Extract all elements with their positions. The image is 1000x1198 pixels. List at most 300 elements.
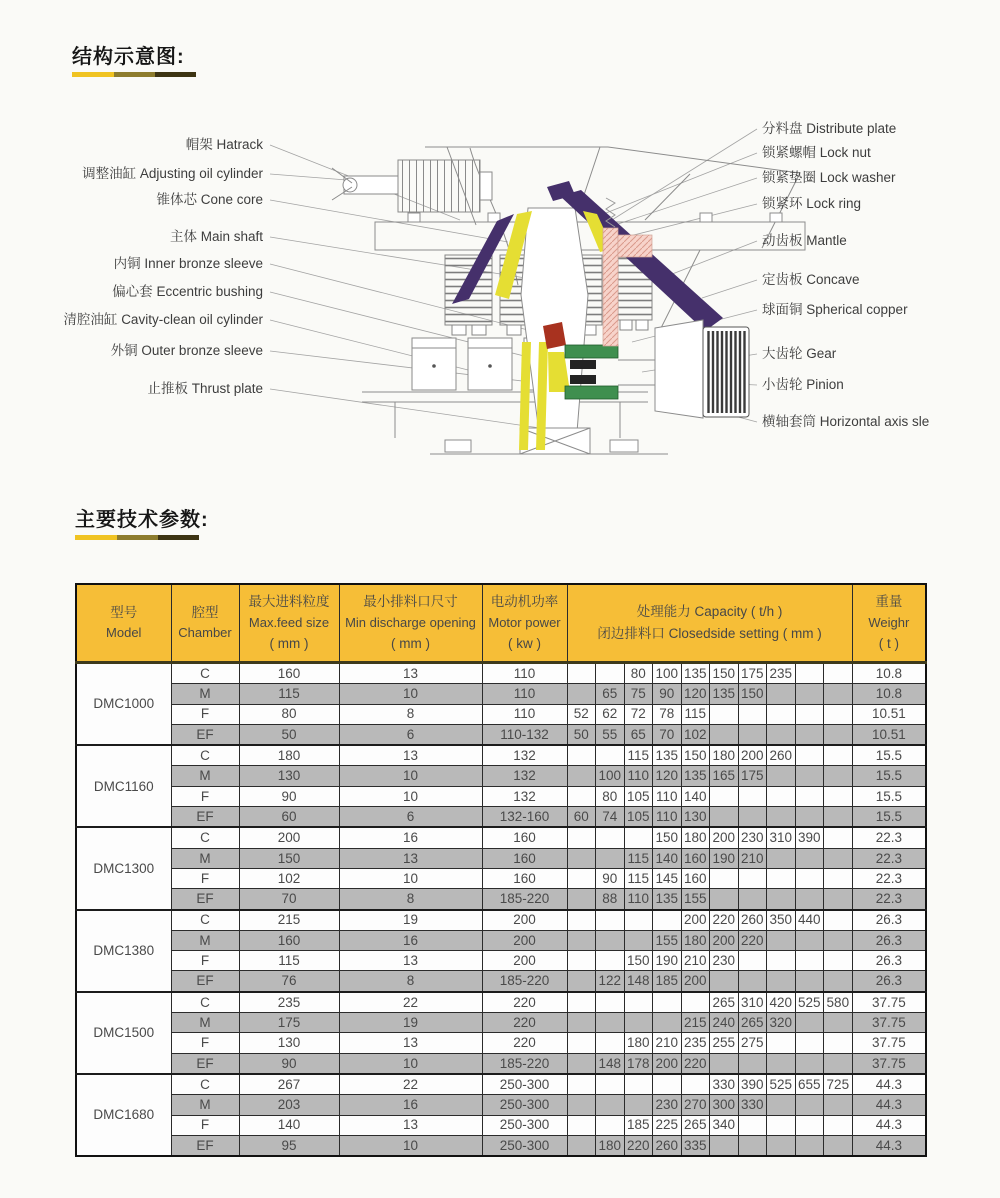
eccentric-block <box>543 322 566 349</box>
col-header-model <box>76 584 171 663</box>
weight-cell: 26.3 <box>852 971 926 992</box>
weight-cell: 22.3 <box>852 848 926 868</box>
power-cell: 110 <box>482 684 567 704</box>
capacity-cell <box>795 807 824 828</box>
discharge-cell: 19 <box>339 910 482 931</box>
capacity-cell: 340 <box>710 1115 739 1135</box>
capacity-cell: 150 <box>624 951 653 971</box>
discharge-cell: 22 <box>339 992 482 1013</box>
capacity-cell <box>738 786 767 806</box>
discharge-cell: 8 <box>339 889 482 910</box>
power-cell: 110 <box>482 704 567 724</box>
capacity-cell <box>767 1053 796 1074</box>
capacity-cell <box>795 848 824 868</box>
capacity-cell <box>824 1095 853 1115</box>
discharge-cell: 16 <box>339 827 482 848</box>
part-label-main-shaft: 主体 Main shaft <box>169 229 263 244</box>
capacity-cell <box>738 971 767 992</box>
chamber-cell: F <box>171 704 239 724</box>
weight-cell: 37.75 <box>852 1033 926 1053</box>
weight-cell: 44.3 <box>852 1135 926 1156</box>
header-feed-zh: 最大进料粒度 <box>248 594 330 609</box>
power-cell: 132 <box>482 786 567 806</box>
capacity-cell: 180 <box>681 827 710 848</box>
header-discharge-en: Min discharge opening <box>345 614 476 630</box>
col-header-capacity <box>567 584 852 663</box>
capacity-cell: 80 <box>596 786 625 806</box>
capacity-cell: 190 <box>653 951 682 971</box>
capacity-cell: 74 <box>596 807 625 828</box>
capacity-cell: 120 <box>653 766 682 786</box>
capacity-cell: 525 <box>767 1074 796 1095</box>
capacity-cell <box>596 930 625 950</box>
capacity-cell: 165 <box>710 766 739 786</box>
model-cell: DMC1160 <box>76 745 171 827</box>
capacity-cell <box>738 889 767 910</box>
capacity-cell: 150 <box>653 827 682 848</box>
capacity-cell <box>596 827 625 848</box>
capacity-cell: 200 <box>653 1053 682 1074</box>
capacity-cell: 135 <box>653 889 682 910</box>
feed-size-cell: 80 <box>239 704 339 724</box>
chamber-cell: M <box>171 1095 239 1115</box>
chamber-cell: M <box>171 1013 239 1033</box>
header-discharge-zh: 最小排料口尺寸 <box>363 594 458 609</box>
power-cell: 250-300 <box>482 1115 567 1135</box>
table-row <box>76 1053 926 1074</box>
capacity-cell <box>567 684 596 704</box>
capacity-cell: 225 <box>653 1115 682 1135</box>
header-discharge-unit: ( mm ) <box>391 636 430 652</box>
capacity-cell: 60 <box>567 807 596 828</box>
chamber-cell: EF <box>171 1053 239 1074</box>
capacity-cell <box>824 910 853 931</box>
table-row <box>76 1074 926 1095</box>
capacity-cell <box>824 786 853 806</box>
power-cell: 185-220 <box>482 971 567 992</box>
capacity-cell: 110 <box>653 807 682 828</box>
capacity-cell: 255 <box>710 1033 739 1053</box>
weight-cell: 44.3 <box>852 1074 926 1095</box>
part-label-horizontal-axis-sleeve: 横轴套筒 Horizontal axis sle <box>762 414 930 429</box>
feed-size-cell: 160 <box>239 663 339 684</box>
capacity-cell: 102 <box>681 724 710 745</box>
capacity-cell: 185 <box>653 971 682 992</box>
col-header-feed-size <box>239 584 339 663</box>
chamber-cell: F <box>171 951 239 971</box>
capacity-cell: 155 <box>681 889 710 910</box>
feed-size-cell: 102 <box>239 868 339 888</box>
part-label-cavity-clean-oil-cylinder: 清腔油缸 Cavity-clean oil cylinder <box>63 312 263 327</box>
capacity-cell: 75 <box>624 684 653 704</box>
capacity-cell: 145 <box>653 868 682 888</box>
capacity-cell <box>795 786 824 806</box>
feed-size-cell: 115 <box>239 951 339 971</box>
capacity-cell <box>767 786 796 806</box>
table-row <box>76 684 926 704</box>
capacity-cell <box>795 684 824 704</box>
discharge-cell: 13 <box>339 663 482 684</box>
capacity-cell: 135 <box>653 745 682 766</box>
capacity-cell: 390 <box>795 827 824 848</box>
capacity-cell <box>710 724 739 745</box>
discharge-cell: 6 <box>339 807 482 828</box>
weight-cell: 10.8 <box>852 663 926 684</box>
capacity-cell: 110 <box>653 786 682 806</box>
header-model-zh: 型号 <box>110 604 138 620</box>
section-structure-title <box>72 40 196 77</box>
capacity-cell <box>795 971 824 992</box>
capacity-cell <box>767 868 796 888</box>
capacity-cell <box>596 910 625 931</box>
discharge-cell: 8 <box>339 971 482 992</box>
capacity-cell: 350 <box>767 910 796 931</box>
discharge-cell: 13 <box>339 848 482 868</box>
capacity-cell: 70 <box>653 724 682 745</box>
feed-size-cell: 160 <box>239 930 339 950</box>
capacity-cell <box>596 1095 625 1115</box>
chamber-cell: F <box>171 868 239 888</box>
capacity-cell <box>653 910 682 931</box>
capacity-cell: 270 <box>681 1095 710 1115</box>
chamber-cell: C <box>171 992 239 1013</box>
capacity-cell: 140 <box>653 848 682 868</box>
structure-diagram <box>0 80 1000 480</box>
capacity-cell: 210 <box>681 951 710 971</box>
capacity-cell: 80 <box>624 663 653 684</box>
part-label-pinion: 小齿轮 Pinion <box>762 377 844 392</box>
table-row <box>76 807 926 828</box>
capacity-cell: 52 <box>567 704 596 724</box>
feed-size-cell: 76 <box>239 971 339 992</box>
part-label-inner-bronze-sleeve: 内铜 Inner bronze sleeve <box>113 256 263 271</box>
discharge-cell: 13 <box>339 745 482 766</box>
table-row <box>76 1115 926 1135</box>
capacity-cell <box>710 786 739 806</box>
capacity-cell: 155 <box>653 930 682 950</box>
capacity-cell <box>738 1115 767 1135</box>
capacity-cell <box>824 848 853 868</box>
model-cell: DMC1500 <box>76 992 171 1074</box>
capacity-cell <box>795 704 824 724</box>
capacity-cell <box>710 868 739 888</box>
power-cell: 110-132 <box>482 724 567 745</box>
part-label-lock-washer: 锁紧垫圈 Lock washer <box>762 170 896 185</box>
capacity-cell <box>710 1135 739 1156</box>
capacity-cell: 55 <box>596 724 625 745</box>
feed-size-cell: 90 <box>239 1053 339 1074</box>
capacity-cell: 175 <box>738 766 767 786</box>
capacity-cell <box>624 1013 653 1033</box>
discharge-cell: 10 <box>339 684 482 704</box>
capacity-cell: 220 <box>681 1053 710 1074</box>
capacity-cell: 275 <box>738 1033 767 1053</box>
discharge-cell: 8 <box>339 704 482 724</box>
part-label-outer-bronze-sleeve: 外铜 Outer bronze sleeve <box>110 343 263 358</box>
part-label-spherical-copper: 球面铜 Spherical copper <box>762 302 908 317</box>
capacity-cell <box>795 1135 824 1156</box>
capacity-cell: 65 <box>596 684 625 704</box>
capacity-cell: 72 <box>624 704 653 724</box>
capacity-cell <box>567 951 596 971</box>
capacity-cell: 148 <box>596 1053 625 1074</box>
weight-cell: 15.5 <box>852 766 926 786</box>
feed-size-cell: 60 <box>239 807 339 828</box>
capacity-cell <box>824 930 853 950</box>
capacity-cell: 135 <box>681 766 710 786</box>
capacity-cell <box>567 848 596 868</box>
spec-table <box>75 583 927 1157</box>
table-row <box>76 1095 926 1115</box>
capacity-cell: 230 <box>710 951 739 971</box>
power-cell: 110 <box>482 663 567 684</box>
header-chamber-zh: 腔型 <box>191 604 219 620</box>
weight-cell: 37.75 <box>852 992 926 1013</box>
capacity-cell <box>767 1033 796 1053</box>
header-feed-en: Max.feed size <box>248 614 330 630</box>
header-weight-en: Weighr <box>868 614 910 630</box>
capacity-cell: 110 <box>624 889 653 910</box>
power-cell: 160 <box>482 868 567 888</box>
capacity-cell: 180 <box>710 745 739 766</box>
capacity-cell <box>824 868 853 888</box>
weight-cell: 10.51 <box>852 724 926 745</box>
feed-size-cell: 90 <box>239 786 339 806</box>
capacity-cell: 580 <box>824 992 853 1013</box>
capacity-cell <box>596 745 625 766</box>
capacity-cell <box>567 827 596 848</box>
capacity-cell <box>824 745 853 766</box>
capacity-cell <box>795 766 824 786</box>
capacity-cell <box>653 992 682 1013</box>
power-cell: 220 <box>482 1033 567 1053</box>
capacity-cell: 200 <box>738 745 767 766</box>
capacity-cell: 115 <box>624 745 653 766</box>
feed-size-cell: 50 <box>239 724 339 745</box>
feed-size-cell: 130 <box>239 1033 339 1053</box>
feed-size-cell: 70 <box>239 889 339 910</box>
capacity-cell <box>624 827 653 848</box>
capacity-cell <box>567 992 596 1013</box>
capacity-cell <box>596 1074 625 1095</box>
capacity-cell: 120 <box>681 684 710 704</box>
capacity-cell: 135 <box>681 663 710 684</box>
capacity-cell: 320 <box>767 1013 796 1033</box>
col-header-weight <box>852 584 926 663</box>
capacity-cell: 175 <box>738 663 767 684</box>
part-label-adjusting-oil-cylinder: 调整油缸 Adjusting oil cylinder <box>82 166 263 181</box>
capacity-cell: 90 <box>653 684 682 704</box>
capacity-cell <box>767 889 796 910</box>
discharge-cell: 22 <box>339 1074 482 1095</box>
capacity-cell <box>567 766 596 786</box>
chamber-cell: M <box>171 848 239 868</box>
capacity-cell: 65 <box>624 724 653 745</box>
capacity-cell <box>767 766 796 786</box>
header-power-zh: 电动机功率 <box>490 594 559 609</box>
part-label-mantle: 动齿板 Mantle <box>762 233 847 248</box>
power-cell: 185-220 <box>482 889 567 910</box>
capacity-cell <box>710 889 739 910</box>
discharge-cell: 10 <box>339 766 482 786</box>
capacity-cell: 310 <box>738 992 767 1013</box>
capacity-cell: 215 <box>681 1013 710 1033</box>
section-parameters-title <box>75 503 209 540</box>
capacity-cell: 150 <box>710 663 739 684</box>
capacity-cell: 135 <box>710 684 739 704</box>
capacity-cell: 78 <box>653 704 682 724</box>
capacity-cell: 185 <box>624 1115 653 1135</box>
col-header-motor-power <box>482 584 567 663</box>
power-cell: 200 <box>482 910 567 931</box>
part-label-hatrack: 帽架 Hatrack <box>185 137 263 152</box>
capacity-cell <box>653 1013 682 1033</box>
capacity-cell <box>710 971 739 992</box>
capacity-cell <box>795 1095 824 1115</box>
part-label-lock-nut: 锁紧螺帽 Lock nut <box>762 145 871 160</box>
col-header-chamber <box>171 584 239 663</box>
capacity-cell <box>710 1053 739 1074</box>
table-row <box>76 766 926 786</box>
weight-cell: 22.3 <box>852 889 926 910</box>
capacity-cell <box>681 1074 710 1095</box>
power-cell: 250-300 <box>482 1135 567 1156</box>
capacity-cell: 140 <box>681 786 710 806</box>
discharge-cell: 13 <box>339 951 482 971</box>
discharge-cell: 10 <box>339 1135 482 1156</box>
capacity-cell <box>567 745 596 766</box>
capacity-cell <box>767 971 796 992</box>
header-row <box>76 584 926 663</box>
table-row <box>76 889 926 910</box>
capacity-cell: 150 <box>738 684 767 704</box>
table-row <box>76 868 926 888</box>
table-row <box>76 848 926 868</box>
capacity-cell <box>567 1013 596 1033</box>
table-row <box>76 1033 926 1053</box>
chamber-cell: EF <box>171 971 239 992</box>
capacity-cell <box>824 827 853 848</box>
capacity-cell <box>738 1135 767 1156</box>
capacity-cell <box>824 951 853 971</box>
weight-cell: 26.3 <box>852 951 926 971</box>
table-row <box>76 910 926 931</box>
pulley <box>703 327 749 417</box>
capacity-cell <box>624 930 653 950</box>
chamber-cell: F <box>171 1115 239 1135</box>
capacity-cell <box>738 807 767 828</box>
part-label-distribute-plate: 分料盘 Distribute plate <box>762 121 897 136</box>
table-row <box>76 724 926 745</box>
capacity-cell <box>567 930 596 950</box>
weight-cell: 15.5 <box>852 786 926 806</box>
capacity-cell <box>795 1115 824 1135</box>
power-cell: 220 <box>482 1013 567 1033</box>
capacity-cell <box>824 663 853 684</box>
capacity-cell: 115 <box>681 704 710 724</box>
part-label-lock-ring: 锁紧环 Lock ring <box>762 196 862 211</box>
capacity-cell <box>567 1033 596 1053</box>
capacity-cell <box>795 868 824 888</box>
capacity-cell <box>567 663 596 684</box>
capacity-cell <box>596 663 625 684</box>
table-row <box>76 1013 926 1033</box>
capacity-cell: 240 <box>710 1013 739 1033</box>
capacity-cell: 330 <box>710 1074 739 1095</box>
weight-cell: 22.3 <box>852 827 926 848</box>
adjusting-oil-cylinder <box>332 160 492 212</box>
power-cell: 250-300 <box>482 1095 567 1115</box>
horizontal-axis-housing <box>618 320 703 418</box>
capacity-cell <box>596 1033 625 1053</box>
capacity-cell: 100 <box>596 766 625 786</box>
capacity-cell: 130 <box>681 807 710 828</box>
chamber-cell: C <box>171 827 239 848</box>
power-cell: 200 <box>482 951 567 971</box>
header-chamber-en: Chamber <box>178 625 232 641</box>
part-label-cone-core: 锥体芯 Cone core <box>156 192 263 207</box>
capacity-cell <box>767 704 796 724</box>
weight-cell: 22.3 <box>852 868 926 888</box>
capacity-cell: 160 <box>681 868 710 888</box>
table-row <box>76 663 926 684</box>
table-row <box>76 951 926 971</box>
capacity-cell <box>738 868 767 888</box>
capacity-cell: 62 <box>596 704 625 724</box>
table-row <box>76 786 926 806</box>
weight-cell: 15.5 <box>852 745 926 766</box>
capacity-cell: 210 <box>653 1033 682 1053</box>
capacity-cell <box>596 992 625 1013</box>
power-cell: 132 <box>482 766 567 786</box>
capacity-cell: 90 <box>596 868 625 888</box>
capacity-cell <box>795 745 824 766</box>
capacity-cell: 150 <box>681 745 710 766</box>
capacity-cell: 100 <box>653 663 682 684</box>
table-row <box>76 704 926 724</box>
capacity-cell: 440 <box>795 910 824 931</box>
capacity-cell <box>767 724 796 745</box>
power-cell: 160 <box>482 848 567 868</box>
feed-size-cell: 130 <box>239 766 339 786</box>
capacity-cell: 525 <box>795 992 824 1013</box>
capacity-cell <box>567 1095 596 1115</box>
chamber-cell: C <box>171 745 239 766</box>
part-label-gear: 大齿轮 Gear <box>762 346 837 361</box>
capacity-cell <box>624 1074 653 1095</box>
discharge-cell: 13 <box>339 1115 482 1135</box>
capacity-cell: 230 <box>738 827 767 848</box>
capacity-cell: 50 <box>567 724 596 745</box>
capacity-cell: 260 <box>653 1135 682 1156</box>
capacity-cell <box>795 1033 824 1053</box>
part-label-thrust-plate: 止推板 Thrust plate <box>147 381 263 396</box>
power-cell: 160 <box>482 827 567 848</box>
power-cell: 220 <box>482 992 567 1013</box>
capacity-cell: 335 <box>681 1135 710 1156</box>
capacity-cell <box>767 930 796 950</box>
header-weight-zh: 重量 <box>875 594 903 609</box>
capacity-cell <box>795 724 824 745</box>
title-underline <box>72 72 196 77</box>
feed-size-cell: 95 <box>239 1135 339 1156</box>
weight-cell: 10.8 <box>852 684 926 704</box>
capacity-cell <box>824 1033 853 1053</box>
capacity-cell: 200 <box>710 930 739 950</box>
capacity-cell: 180 <box>624 1033 653 1053</box>
discharge-cell: 6 <box>339 724 482 745</box>
power-cell: 132-160 <box>482 807 567 828</box>
